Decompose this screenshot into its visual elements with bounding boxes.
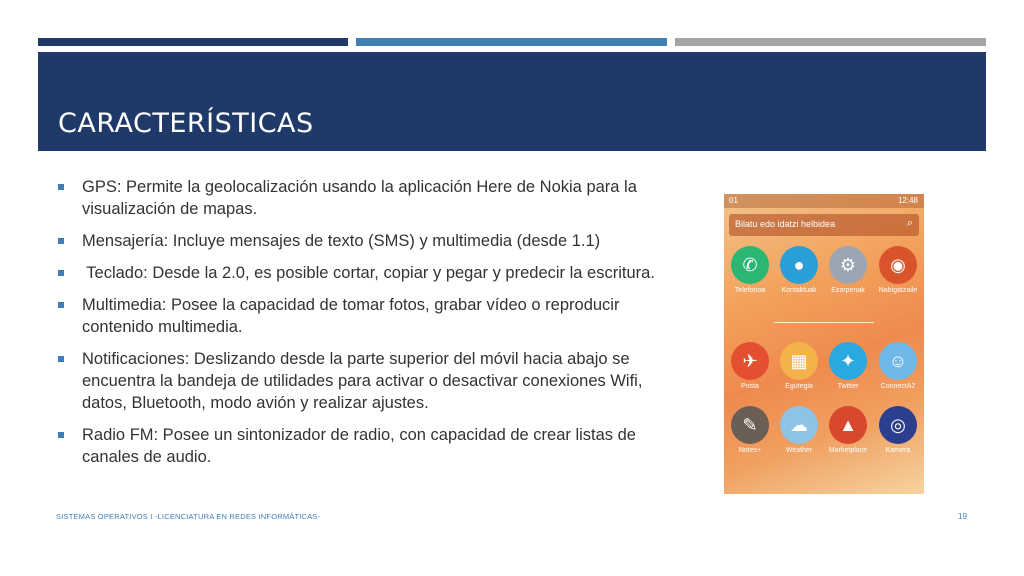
- phone-app-posta: [726, 342, 774, 390]
- bullet-square-icon: [58, 184, 64, 190]
- phone-app-label: Ezarpenak: [831, 287, 865, 294]
- phone-status-bar: [724, 194, 924, 208]
- phone-app-kontaktuak: [775, 246, 823, 294]
- bullet-item: [56, 176, 656, 220]
- phone-app-kamera: [874, 406, 922, 454]
- bullet-square-icon: [58, 356, 64, 362]
- phone-app-ezarpenak: [824, 246, 872, 294]
- phone-icon: ✆: [731, 246, 769, 284]
- bullet-item: [56, 262, 656, 284]
- phone-app-label: Notes+: [738, 447, 762, 454]
- phone-app-twitter: [824, 342, 872, 390]
- bullet-item: [56, 348, 656, 414]
- bullet-square-icon: [58, 432, 64, 438]
- phone-app-weather: [775, 406, 823, 454]
- phone-app-connecta2: [874, 342, 922, 390]
- bullet-text: Multimedia: Posee la capacidad de tomar fotos, grabar vídeo o reproducir contenido multimedia.: [82, 296, 620, 336]
- bullet-text: Radio FM: Posee un sintonizador de radio, con capacidad de crear listas de canales de audio.: [82, 426, 636, 466]
- bullet-square-icon: [58, 302, 64, 308]
- slide-footer: SISTEMAS OPERATIVOS I -LICENCIATURA EN REDES INFORMÁTICAS-: [56, 512, 321, 521]
- phone-app-label: Egutegia: [785, 383, 813, 390]
- phone-divider: [774, 322, 874, 323]
- contacts-icon: ●: [780, 246, 818, 284]
- phone-app-egutegia: [775, 342, 823, 390]
- phone-app-label: Posta: [741, 383, 759, 390]
- weather-icon: ☁: [780, 406, 818, 444]
- bullet-item: [56, 230, 656, 252]
- phone-app-label: Marketplace: [828, 447, 868, 454]
- top-accent-bar-grey: [675, 38, 986, 46]
- phone-search-placeholder: Bilatu edo idatzi helbidea: [735, 219, 836, 229]
- top-accent-bar-dark: [38, 38, 348, 46]
- phone-app-label: Telefonoa: [734, 287, 766, 294]
- bullet-item: [56, 294, 656, 338]
- bullet-item: [56, 424, 656, 468]
- page-number: 19: [958, 512, 967, 521]
- bullet-text: GPS: Permite la geolocalización usando la aplicación Here de Nokia para la visualización de mapas.: [82, 178, 637, 218]
- phone-app-label: Weather: [785, 447, 813, 454]
- title-band: [38, 52, 986, 151]
- calendar-icon: ▦: [780, 342, 818, 380]
- phone-app-label: Kamera: [885, 447, 911, 454]
- bullet-text: Mensajería: Incluye mensajes de texto (SMS) y multimedia (desde 1.1): [82, 232, 601, 250]
- mail-icon: ✈: [731, 342, 769, 380]
- top-accent-bar-mid: [356, 38, 667, 46]
- bullet-text: Teclado: Desde la 2.0, es posible cortar, copiar y pegar y predecir la escritura.: [82, 264, 655, 282]
- connecta2-icon: ☺: [879, 342, 917, 380]
- phone-app-label: Kontaktuak: [781, 287, 817, 294]
- phone-search-bar: [729, 214, 919, 236]
- slide-title: CARACTERÍSTICAS: [58, 108, 314, 139]
- search-icon: ⌕: [906, 217, 913, 229]
- bullet-list: [56, 176, 656, 478]
- firefox-icon: ◉: [879, 246, 917, 284]
- status-left: 01: [729, 196, 738, 205]
- phone-screenshot: [724, 194, 924, 494]
- camera-icon: ◎: [879, 406, 917, 444]
- marketplace-icon: ▲: [829, 406, 867, 444]
- phone-app-label: Nabigatzaile: [878, 287, 918, 294]
- bullet-text: Notificaciones: Deslizando desde la parte superior del móvil hacia abajo se encuentra la bandeja de utilidades para activar o desactivar conexiones Wifi, datos, Bluetooth, modo avión y realizar ajustes.: [82, 350, 643, 412]
- twitter-icon: ✦: [829, 342, 867, 380]
- notes-icon: ✎: [731, 406, 769, 444]
- bullet-square-icon: [58, 238, 64, 244]
- bullet-square-icon: [58, 270, 64, 276]
- phone-app-nabigatzaile: [874, 246, 922, 294]
- phone-app-telefonoa: [726, 246, 774, 294]
- phone-app-label: Twitter: [837, 383, 859, 390]
- phone-app-marketplace: [824, 406, 872, 454]
- phone-app-label: ConnectA2: [880, 383, 916, 390]
- phone-app-notes-: [726, 406, 774, 454]
- settings-icon: ⚙: [829, 246, 867, 284]
- status-time: 12:48: [897, 196, 918, 205]
